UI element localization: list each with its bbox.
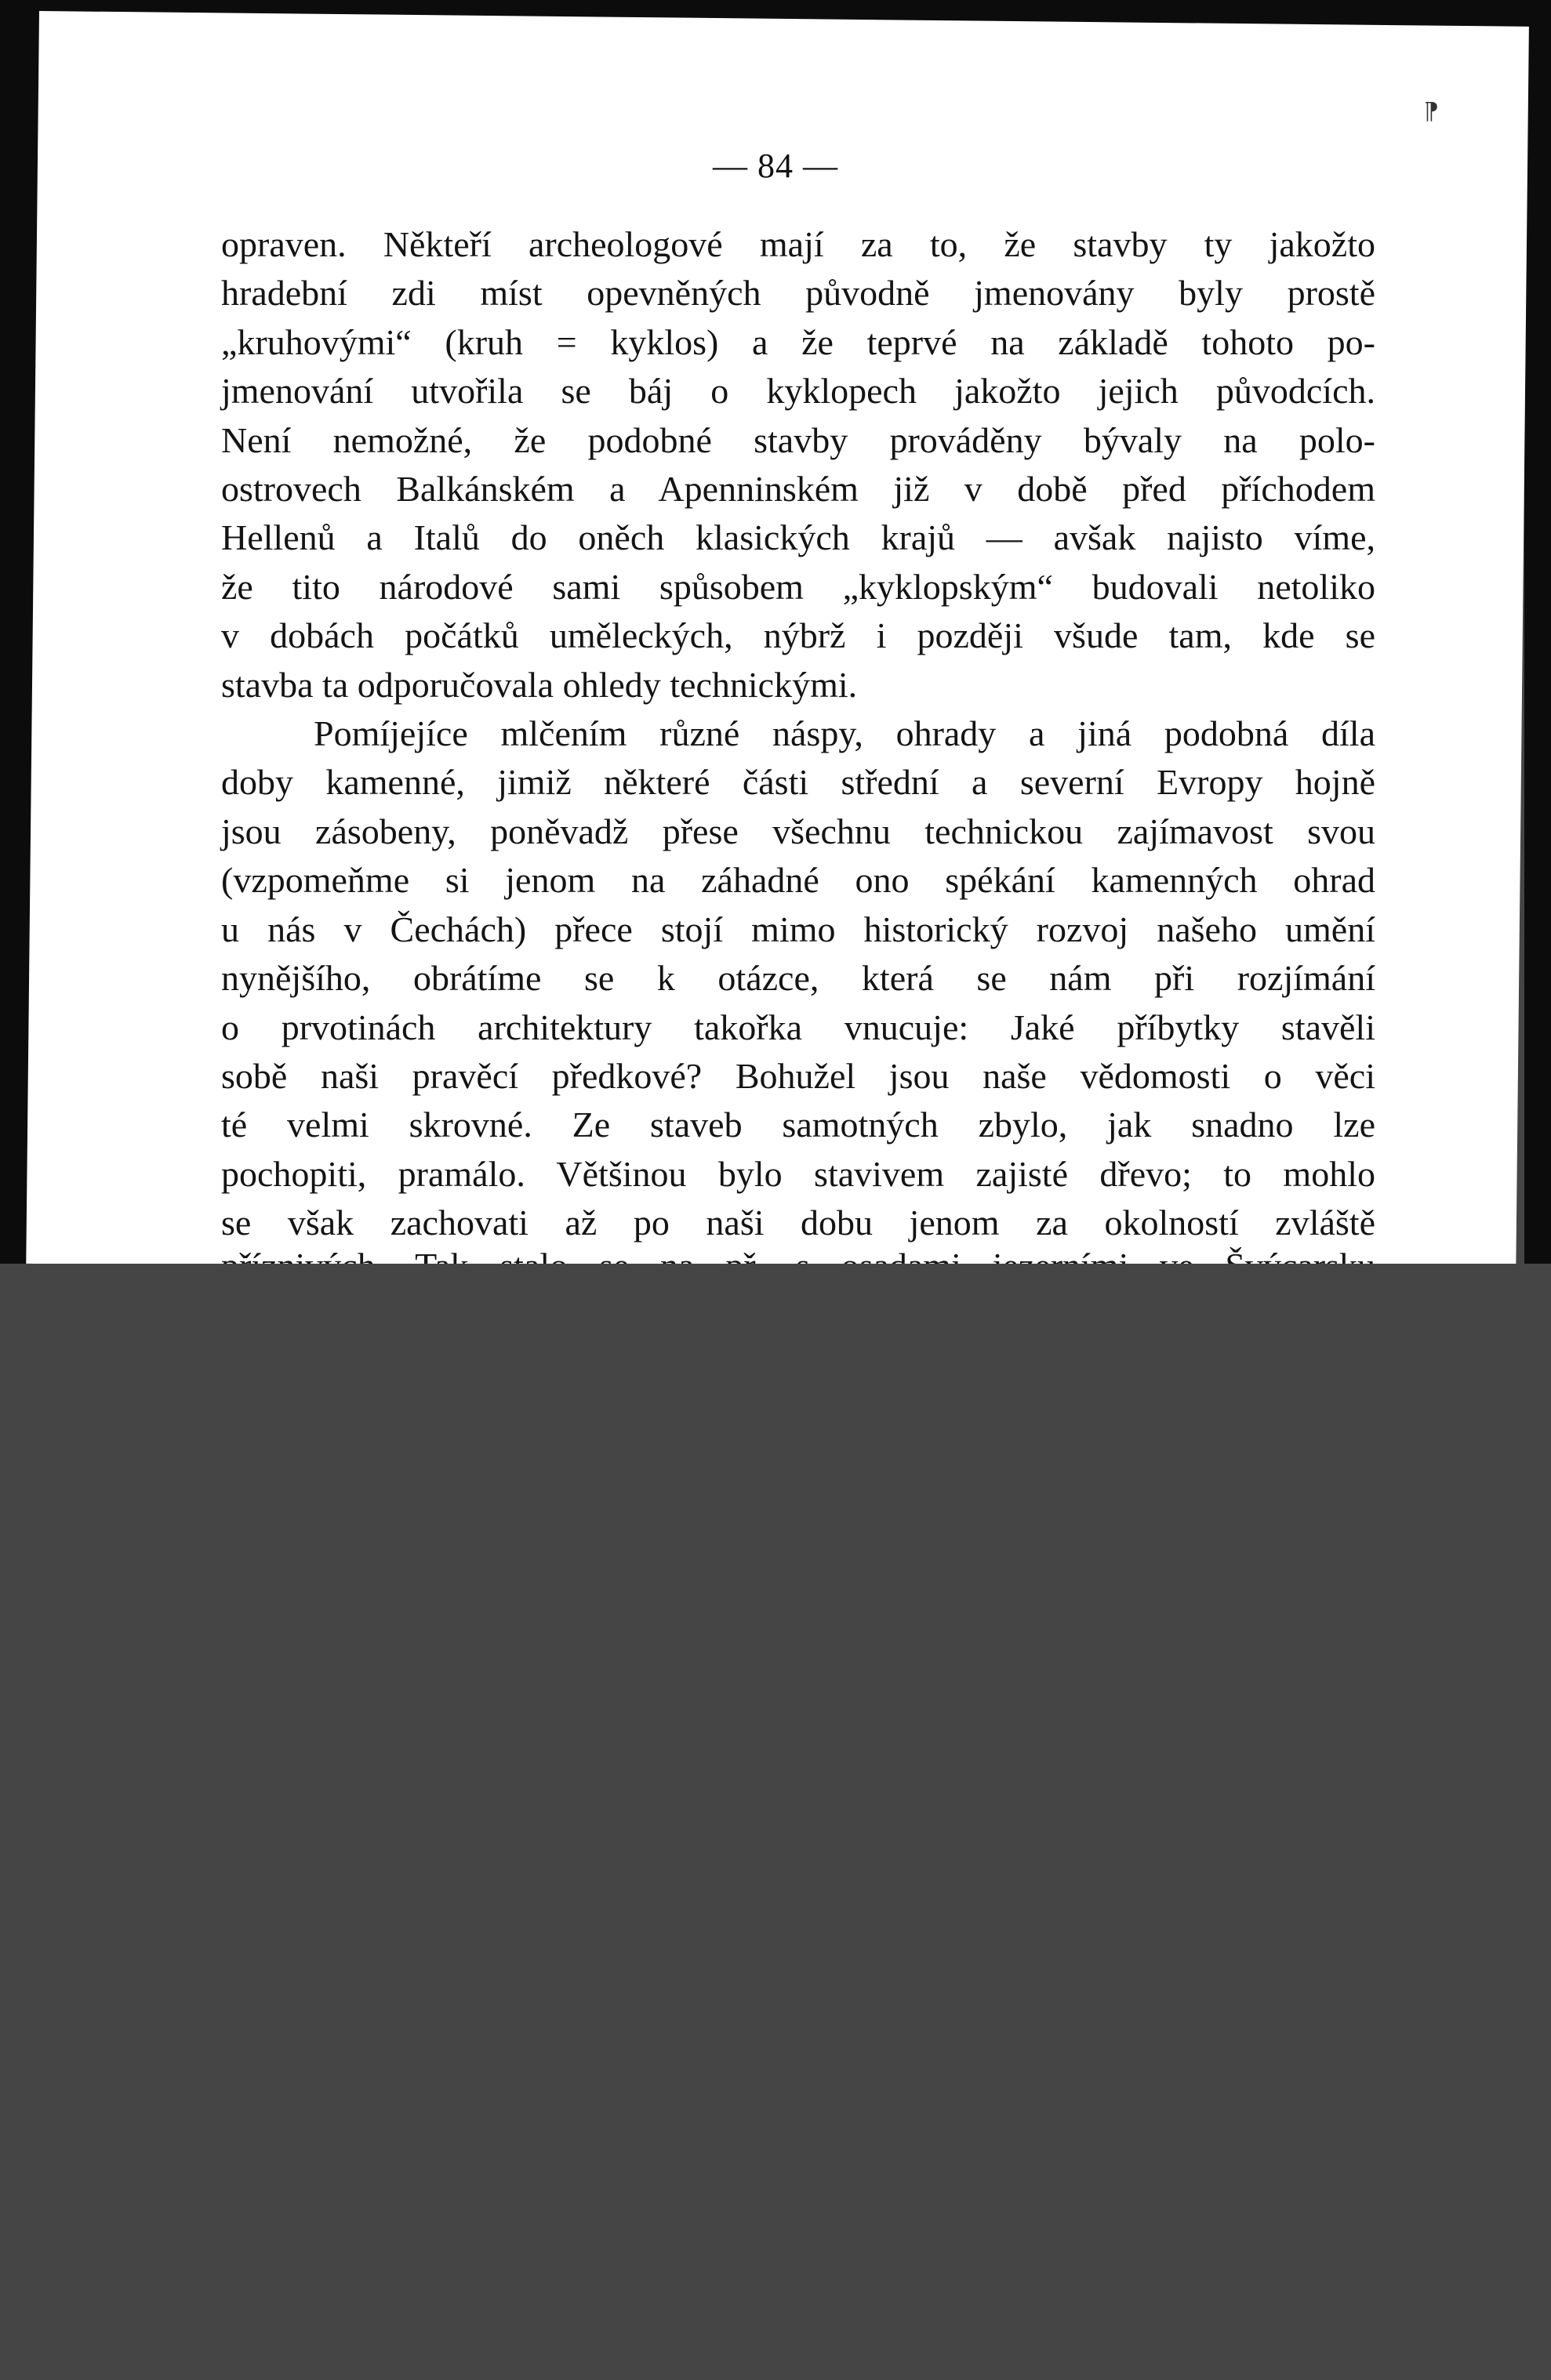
text-line: té velmi skrovné. Ze staveb samotných zbylo, jak snadno lze: [221, 1105, 1375, 1145]
paragraph-2: [221, 709, 1375, 1247]
body-text: [221, 220, 1375, 1248]
page-number: — 84 —: [713, 147, 838, 185]
text-line: doby kamenné, jimiž některé části střední a severní Evropy hojně: [221, 762, 1375, 803]
text-line: jmenování utvořila se báj o kyklopech jakožto jejich původcích.: [221, 371, 1375, 412]
text-line: Hellenů a Italů do oněch klasických krajů — avšak najisto víme,: [221, 517, 1375, 558]
text-line: opraven. Někteří archeologové mají za to, že stavby ty jakožto: [221, 224, 1375, 264]
empty-scan-area: [0, 1264, 1551, 2380]
corner-mark: ⁋: [1424, 98, 1440, 125]
text-line: v dobách počátků uměleckých, nýbrž i později všude tam, kde se: [221, 615, 1375, 656]
text-line: u nás v Čechách) přece stojí mimo historický rozvoj našeho umění: [221, 909, 1375, 949]
text-line: že tito národové sami spůsobem „kyklopským“ budovali netoliko: [221, 566, 1375, 607]
text-line: jsou zásobeny, poněvadž přese všechnu technickou zajímavost svou: [221, 811, 1375, 851]
text-line: (vzpomeňme si jenom na záhadné ono spékání kamenných ohrad: [221, 860, 1375, 901]
text-line: Není nemožné, že podobné stavby prováděny bývaly na polo-: [221, 419, 1375, 460]
text-line: „kruhovými“ (kruh = kyklos) a že teprvé na základě tohoto po-: [221, 321, 1375, 362]
text-line: stavba ta odporučovala ohledy technickými.: [221, 664, 858, 705]
text-line: hradební zdi míst opevněných původně jmenovány byly prostě: [221, 273, 1375, 314]
cut-off-text-line: [221, 1242, 1375, 1264]
scan-right-border: [1524, 0, 1551, 1264]
text-line: se však zachovati až po naši dobu jenom za okolností zvláště: [221, 1203, 1375, 1243]
text-line: Pomíjejíce mlčením různé náspy, ohrady a jiná podobná díla: [314, 713, 1375, 754]
text-line: sobě naši pravěcí předkové? Bohužel jsou naše vědomosti o věci: [221, 1055, 1375, 1096]
text-line: pochopiti, pramálo. Většinou bylo stavivem zajisté dřevo; to mohlo: [221, 1153, 1375, 1194]
text-line: ostrovech Balkánském a Apenninském již v době před příchodem: [221, 469, 1375, 510]
text-line: nynějšího, obrátíme se k otázce, která se nám při rozjímání: [221, 958, 1375, 999]
paragraph-1: [221, 220, 1375, 709]
text-line: o prvotinách architektury takořka vnucuje: Jaké příbytky stavěli: [221, 1007, 1375, 1047]
